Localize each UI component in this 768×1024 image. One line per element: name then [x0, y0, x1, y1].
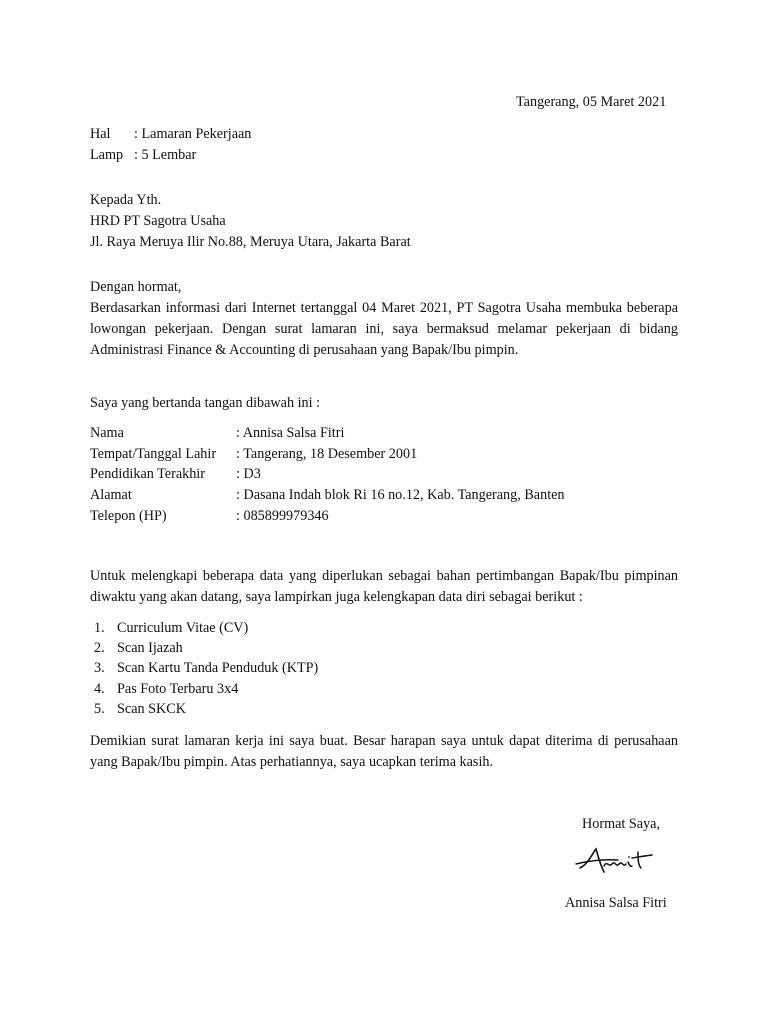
signer-name: Annisa Salsa Fitri [565, 895, 667, 911]
identity-value: : Dasana Indah blok Ri 16 no.12, Kab. Tangerang, Banten [236, 487, 565, 503]
recipient-line: Jl. Raya Meruya Ilir No.88, Meruya Utara, Jakarta Barat [90, 234, 411, 250]
intro-paragraph: Berdasarkan informasi dari Internet tertanggal 04 Maret 2021, PT Sagotra Usaha membuka beberapa lowongan pekerjaan. Dengan surat lamaran ini, saya bermaksud melamar pekerjaan di bidang Administrasi Finance & Accounting di perusahaan yang Bapak/Ibu pimpin. [90, 300, 678, 358]
identity-label: Nama [90, 425, 124, 441]
closing-paragraph: Demikian surat lamaran kerja ini saya buat. Besar harapan saya untuk dapat diterima di perusahaan yang Bapak/Ibu pimpin. Atas perhatiannya, saya ucapkan terima kasih. [90, 733, 678, 770]
attachment-value: : 5 Lembar [134, 147, 197, 163]
list-item-number: 3. [94, 660, 105, 676]
signature-image [574, 842, 658, 882]
attachment-label: Lamp [90, 147, 124, 163]
subject-label: Hal [90, 126, 111, 142]
list-item: Scan SKCK [117, 701, 186, 717]
list-item: Curriculum Vitae (CV) [117, 620, 249, 636]
list-item-number: 1. [94, 620, 105, 636]
identity-label: Pendidikan Terakhir [90, 466, 205, 482]
greeting: Dengan hormat, [90, 279, 182, 295]
subject-value: : Lamaran Pekerjaan [134, 126, 252, 142]
list-item: Scan Ijazah [117, 640, 183, 656]
identity-intro: Saya yang bertanda tangan dibawah ini : [90, 395, 321, 411]
sign-off: Hormat Saya, [582, 816, 661, 832]
list-item: Scan Kartu Tanda Penduduk (KTP) [117, 660, 319, 676]
identity-label: Telepon (HP) [90, 508, 167, 524]
list-item-number: 5. [94, 701, 105, 717]
list-item: Pas Foto Terbaru 3x4 [117, 681, 239, 697]
identity-value: : 085899979346 [236, 508, 329, 524]
identity-label: Tempat/Tanggal Lahir [90, 446, 217, 462]
attachments-paragraph: Untuk melengkapi beberapa data yang diperlukan sebagai bahan pertimbangan Bapak/Ibu pimpinan diwaktu yang akan datang, saya lampirkan juga kelengkapan data diri sebagai berikut : [90, 568, 678, 605]
recipient-line: Kepada Yth. [90, 192, 162, 208]
identity-label: Alamat [90, 487, 132, 503]
identity-value: : D3 [236, 466, 261, 482]
identity-value: : Annisa Salsa Fitri [236, 425, 345, 441]
list-item-number: 4. [94, 681, 105, 697]
recipient-line: HRD PT Sagotra Usaha [90, 213, 226, 229]
list-item-number: 2. [94, 640, 105, 656]
identity-value: : Tangerang, 18 Desember 2001 [236, 446, 418, 462]
place-date: Tangerang, 05 Maret 2021 [516, 94, 667, 110]
